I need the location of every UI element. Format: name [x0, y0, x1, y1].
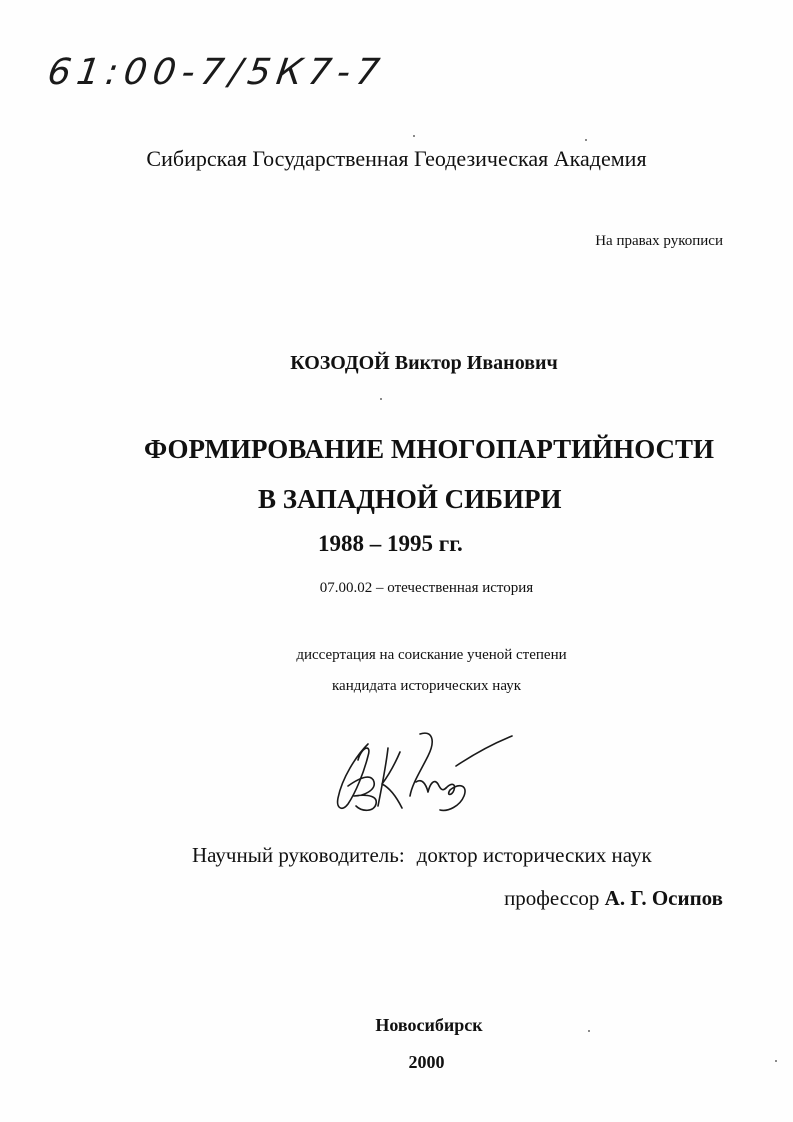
supervisor-line-2: [504, 886, 723, 911]
supervisor-rank: профессор: [504, 886, 600, 910]
dissertation-years: 1988 – 1995 гг.: [318, 531, 463, 556]
author-signature: [328, 726, 518, 818]
degree-line-1: диссертация на соискание ученой степени: [296, 647, 567, 663]
dissertation-title-line-2: В ЗАПАДНОЙ СИБИРИ: [258, 484, 562, 514]
degree-line-2: кандидата исторических наук: [331, 678, 522, 694]
supervisor-name: А. Г. Осипов: [604, 886, 723, 910]
supervisor-label: Научный руководитель:: [192, 843, 405, 867]
year: 2000: [408, 1052, 445, 1072]
supervisor-line-1: [192, 843, 652, 868]
supervisor-degree: доктор исторических наук: [416, 843, 652, 867]
rights-note: На правах рукописи: [595, 233, 723, 249]
scan-speck: [585, 139, 587, 141]
scan-speck: [380, 398, 382, 400]
dissertation-title-line-1: ФОРМИРОВАНИЕ МНОГОПАРТИЙНОСТИ: [143, 434, 715, 464]
scan-speck: [588, 1030, 590, 1032]
scan-speck: [413, 135, 415, 137]
specialty-code: 07.00.02 – отечественная история: [319, 580, 534, 596]
scan-speck: [775, 1060, 777, 1062]
handwritten-archive-code: 61:00-7/5К7-7: [45, 52, 388, 93]
city: Новосибирск: [375, 1015, 483, 1035]
author-name: КОЗОДОЙ Виктор Иванович: [290, 352, 558, 374]
institution-name: Сибирская Государственная Геодезическая Академия: [146, 146, 647, 171]
